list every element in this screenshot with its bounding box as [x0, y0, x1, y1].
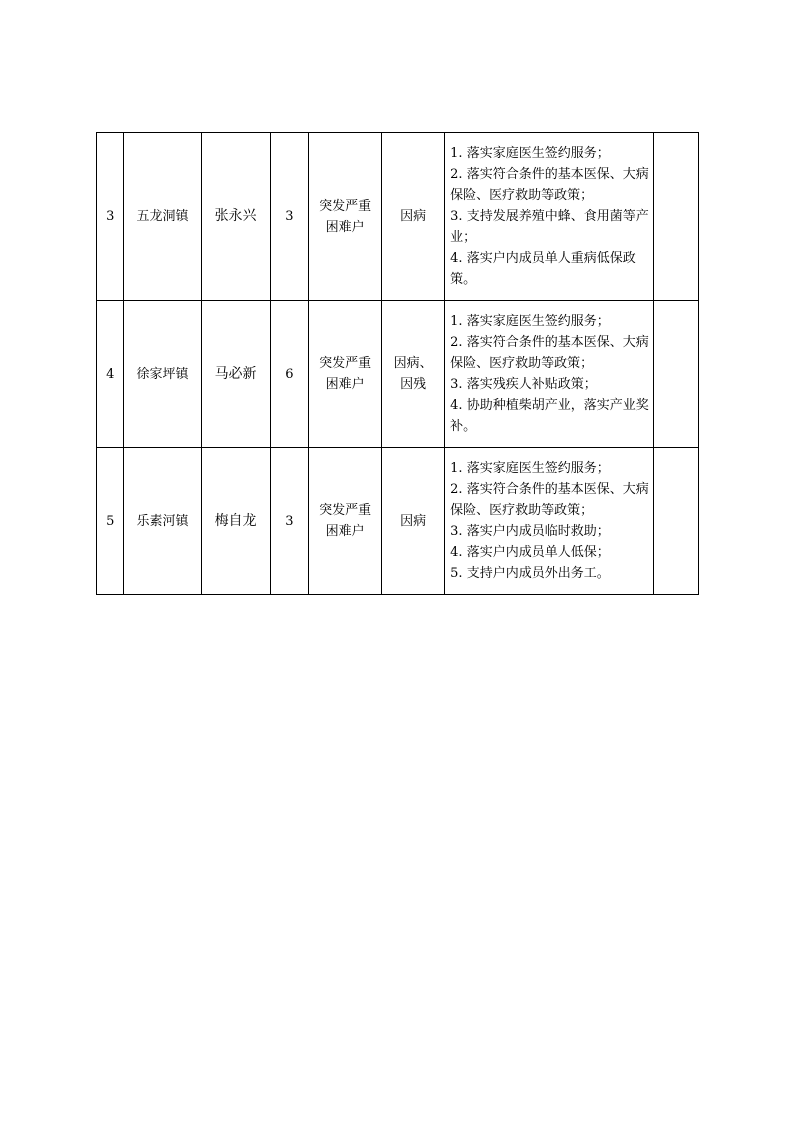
measures-cell	[445, 301, 654, 448]
count-cell: 3	[270, 133, 309, 301]
measure-item: 4. 落实户内成员单人重病低保政策。	[450, 251, 636, 287]
table-row	[97, 133, 699, 301]
name-cell: 马必新	[201, 301, 270, 448]
measures-cell	[445, 133, 654, 301]
measure-item: 4. 协助种植柴胡产业，落实产业奖补。	[450, 398, 649, 434]
measure-item: 3. 落实残疾人补贴政策；	[450, 377, 597, 392]
measure-item: 3. 支持发展养殖中蜂、食用菌等产业；	[450, 209, 649, 245]
measure-item: 2. 落实符合条件的基本医保、大病保险、医疗救助等政策；	[450, 167, 649, 203]
reason-cell: 因病	[382, 133, 445, 301]
seq-cell: 5	[97, 448, 124, 595]
note-cell	[654, 448, 699, 595]
measure-item: 5. 支持户内成员外出务工。	[450, 566, 610, 581]
town-cell: 五龙洞镇	[124, 133, 201, 301]
note-cell	[654, 133, 699, 301]
type-cell: 突发严重困难户	[309, 301, 382, 448]
households-table	[96, 132, 699, 595]
table-row	[97, 301, 699, 448]
count-cell: 6	[270, 301, 309, 448]
name-cell: 张永兴	[201, 133, 270, 301]
measure-item: 1. 落实家庭医生签约服务；	[450, 146, 610, 161]
type-cell: 突发严重困难户	[309, 448, 382, 595]
name-cell: 梅自龙	[201, 448, 270, 595]
table-row	[97, 448, 699, 595]
measure-item: 3. 落实户内成员临时救助；	[450, 524, 610, 539]
town-cell: 乐素河镇	[124, 448, 201, 595]
seq-cell: 3	[97, 133, 124, 301]
measure-item: 1. 落实家庭医生签约服务；	[450, 461, 610, 476]
measure-item: 4. 落实户内成员单人低保；	[450, 545, 610, 560]
measures-cell	[445, 448, 654, 595]
measure-item: 2. 落实符合条件的基本医保、大病保险、医疗救助等政策；	[450, 482, 649, 518]
reason-cell: 因病	[382, 448, 445, 595]
count-cell: 3	[270, 448, 309, 595]
reason-cell: 因病、因残	[382, 301, 445, 448]
measure-item: 2. 落实符合条件的基本医保、大病保险、医疗救助等政策；	[450, 335, 649, 371]
seq-cell: 4	[97, 301, 124, 448]
note-cell	[654, 301, 699, 448]
town-cell: 徐家坪镇	[124, 301, 201, 448]
measure-item: 1. 落实家庭医生签约服务；	[450, 314, 610, 329]
type-cell: 突发严重困难户	[309, 133, 382, 301]
